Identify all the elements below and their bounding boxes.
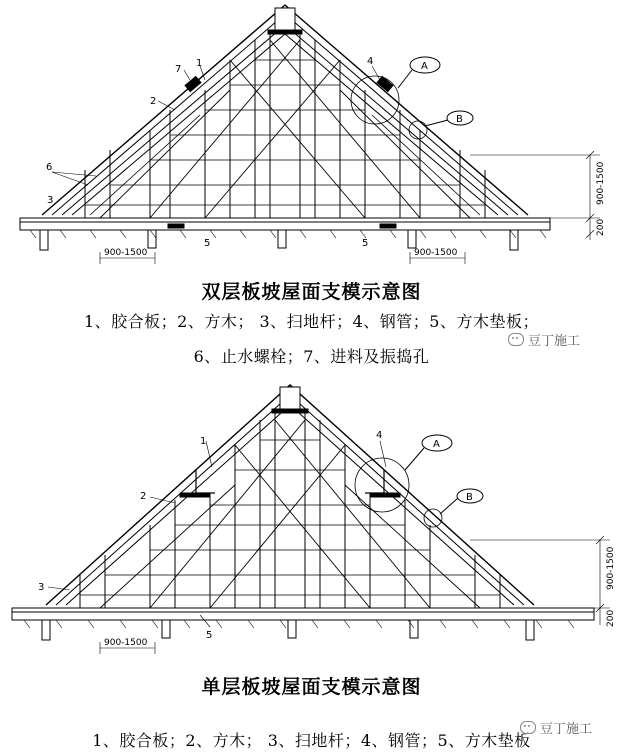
dim-vertical: 900-1500	[596, 161, 606, 205]
roof-slab	[46, 385, 534, 605]
watermark-text: 豆丁施工	[540, 722, 593, 737]
diagram1-title: 双层板坡屋面支模示意图	[201, 281, 422, 303]
dim-vertical: 900-1500	[606, 546, 616, 590]
ground-hatch	[30, 230, 546, 238]
dim-left: 900-1500	[104, 248, 148, 258]
watermark-text: 豆丁施工	[528, 334, 581, 349]
callout-1: 1	[196, 58, 203, 69]
detail-label-a: A	[433, 439, 440, 450]
ridge-block	[275, 8, 295, 30]
detail-label-a: A	[421, 61, 428, 72]
diagram2-title: 单层板坡屋面支模示意图	[201, 676, 422, 698]
diagram1-legend-line2: 6、止水螺栓；7、进料及振捣孔	[193, 347, 430, 366]
callout-2: 2	[150, 96, 157, 107]
callout-2: 2	[140, 491, 147, 502]
detail-label-b: B	[456, 114, 463, 125]
callout-3: 3	[38, 582, 45, 593]
single-layer-roof-diagram	[0, 375, 623, 660]
watermark-1	[508, 330, 580, 349]
callout-4: 4	[376, 430, 383, 441]
diagram1-legend-line1: 1、胶合板；2、方木； 3、扫地杆；4、钢管；5、方木垫板；	[84, 312, 539, 331]
callout-5: 5	[206, 630, 213, 641]
dim-200: 200	[606, 609, 616, 627]
wechat-icon	[508, 333, 524, 346]
dim-right: 900-1500	[414, 248, 458, 258]
watermark-2	[520, 718, 592, 737]
wechat-icon	[520, 721, 536, 734]
dim-left: 900-1500	[104, 638, 148, 648]
callout-6: 6	[46, 162, 53, 173]
callout-4: 4	[367, 56, 374, 67]
callout-7: 7	[175, 64, 182, 75]
callout-5b: 5	[362, 238, 369, 249]
callout-1: 1	[200, 436, 207, 447]
ground-beam	[12, 608, 594, 620]
ground-beam	[20, 218, 550, 230]
detail-label-b: B	[466, 492, 473, 503]
detail-circle-b	[409, 121, 427, 139]
callout-3: 3	[47, 195, 54, 206]
callout-5a: 5	[204, 238, 211, 249]
double-layer-roof-diagram	[0, 0, 623, 270]
diagram2-legend-line1: 1、胶合板；2、方木； 3、扫地杆；4、钢管；5、方木垫板	[92, 731, 531, 750]
cross-bracing	[100, 40, 470, 218]
dim-200: 200	[596, 218, 606, 236]
